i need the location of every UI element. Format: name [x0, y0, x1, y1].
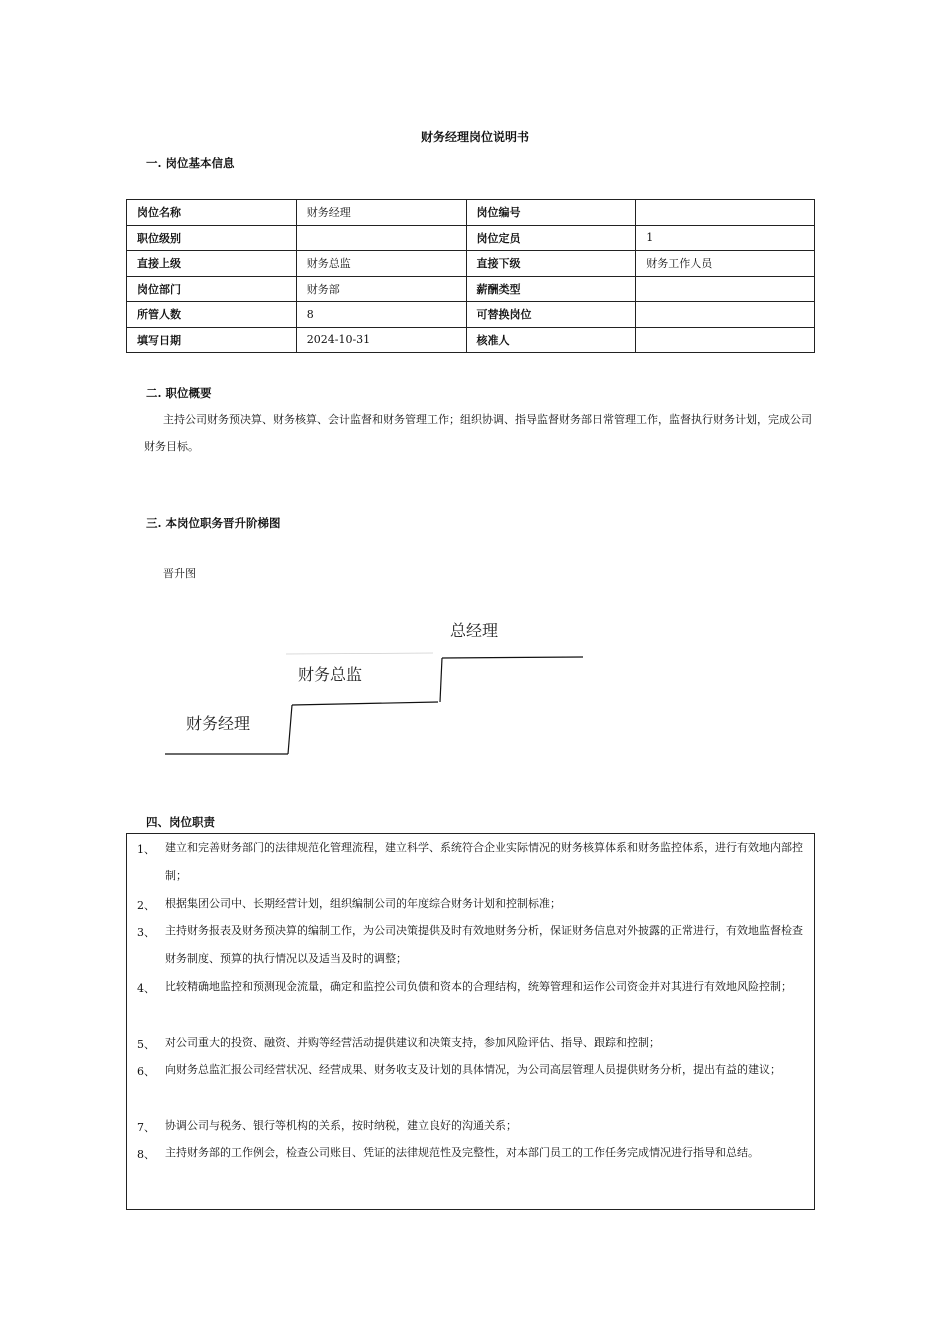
info-table-row: [127, 276, 815, 302]
info-field-value: [636, 327, 815, 353]
info-table-row: [127, 200, 815, 226]
info-field-label: 直接下级: [466, 251, 636, 277]
duty-text: 协调公司与税务、银行等机构的关系，按时纳税，建立良好的沟通关系；: [165, 1119, 517, 1132]
info-field-value: 8: [296, 302, 466, 328]
info-field-value: 财务部: [296, 276, 466, 302]
duties-box: [126, 833, 815, 1210]
duty-text: 根据集团公司中、长期经营计划，组织编制公司的年度综合财务计划和控制标准；: [165, 897, 561, 910]
basic-info-table: [126, 199, 815, 353]
info-field-label: 可替换岗位: [466, 302, 636, 328]
duty-number: 7、: [137, 1121, 155, 1134]
duty-number: 8、: [137, 1148, 155, 1161]
ladder-step-2-line: [292, 702, 438, 705]
info-field-label: 所管人数: [127, 302, 297, 328]
duty-text: 对公司重大的投资、融资、并购等经营活动提供建议和决策支持，参加风险评估、指导、跟踪和控制；: [165, 1036, 660, 1049]
info-field-value: 财务总监: [296, 251, 466, 277]
info-field-label: 直接上级: [127, 251, 297, 277]
info-field-value: 1: [636, 225, 815, 251]
ladder-step-2-top-border: [286, 653, 433, 654]
info-field-value: [636, 302, 815, 328]
ladder-step-finance-manager: 财务经理: [186, 714, 251, 733]
ladder-caption: 晋升图: [163, 567, 196, 580]
duty-number: 2、: [137, 899, 155, 912]
info-field-label: 岗位编号: [466, 200, 636, 226]
info-field-value: 财务工作人员: [636, 251, 815, 277]
info-field-value: [636, 200, 815, 226]
section-duties-heading: 四、岗位职责: [146, 815, 215, 829]
info-field-label: 岗位名称: [127, 200, 297, 226]
info-table-row: [127, 225, 815, 251]
info-field-label: 薪酬类型: [466, 276, 636, 302]
duty-number: 4、: [137, 982, 155, 995]
ladder-step-general-manager: 总经理: [450, 621, 499, 640]
info-field-value: 2024-10-31: [296, 327, 466, 353]
promotion-ladder: [0, 600, 950, 780]
section-ladder-heading: 三. 本岗位职务晋升阶梯图: [146, 516, 281, 530]
info-field-label: 职位级别: [127, 225, 297, 251]
ladder-step-3-line: [442, 657, 583, 658]
info-table-row: [127, 302, 815, 328]
duty-text: 向财务总监汇报公司经营状况、经营成果、财务收支及计划的具体情况，为公司高层管理人员提供财务分析，提出有益的建议；: [165, 1063, 781, 1076]
overview-text: 主持公司财务预决算、财务核算、会计监督和财务管理工作；组织协调、指导监督财务部日常管理工作，监督执行财务计划，完成公司财务目标。: [144, 413, 812, 453]
duty-number: 6、: [137, 1065, 155, 1078]
ladder-riser-1: [288, 705, 292, 754]
info-table-row: [127, 251, 815, 277]
section-overview-heading: 二. 职位概要: [146, 386, 212, 400]
duty-number: 5、: [137, 1038, 155, 1051]
document-title: 财务经理岗位说明书: [420, 130, 529, 144]
duty-text: 比较精确地监控和预测现金流量，确定和监控公司负债和资本的合理结构，统筹管理和运作公司资金并对其进行有效地风险控制；: [165, 980, 792, 993]
info-field-label: 岗位定员: [466, 225, 636, 251]
duty-text: 建立和完善财务部门的法律规范化管理流程，建立科学、系统符合企业实际情况的财务核算体系和财务监控体系，进行有效地内部控制；: [165, 841, 803, 882]
section-basic-info-heading: 一. 岗位基本信息: [146, 156, 235, 170]
duty-text: 主持财务部的工作例会，检查公司账目、凭证的法律规范性及完整性，对本部门员工的工作任务完成情况进行指导和总结。: [165, 1146, 759, 1159]
info-field-value: [296, 225, 466, 251]
info-field-label: 核准人: [466, 327, 636, 353]
info-field-label: 填写日期: [127, 327, 297, 353]
info-field-label: 岗位部门: [127, 276, 297, 302]
duty-number: 1、: [137, 843, 155, 856]
duty-number: 3、: [137, 926, 155, 939]
ladder-step-finance-director: 财务总监: [298, 665, 363, 684]
duty-text: 主持财务报表及财务预决算的编制工作，为公司决策提供及时有效地财务分析，保证财务信息对外披露的正常进行，有效地监督检查财务制度、预算的执行情况以及适当及时的调整；: [165, 924, 803, 965]
info-field-value: [636, 276, 815, 302]
ladder-riser-2: [440, 658, 442, 702]
info-table-row: [127, 327, 815, 353]
info-field-value: 财务经理: [296, 200, 466, 226]
